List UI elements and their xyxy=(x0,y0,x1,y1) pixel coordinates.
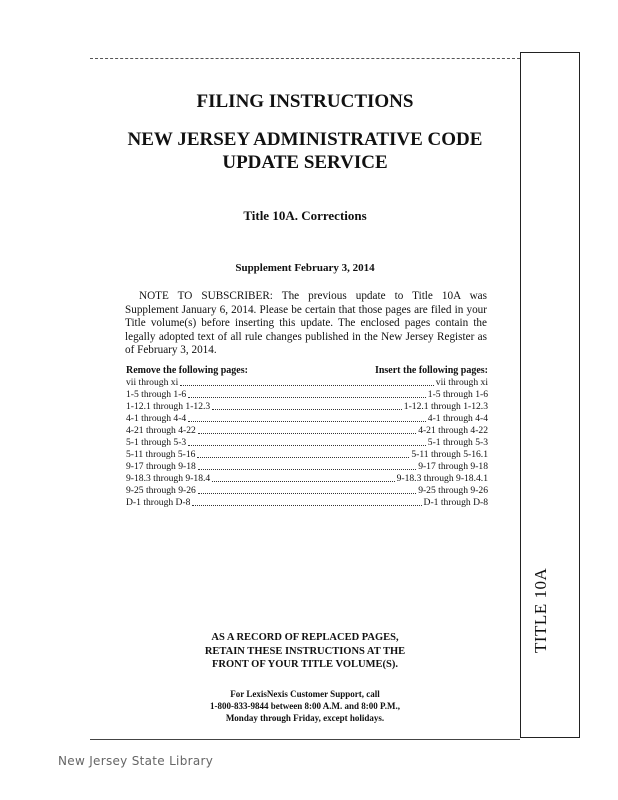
insert-pages: 5-1 through 5-3 xyxy=(427,437,488,448)
remove-pages: 9-18.3 through 9-18.4 xyxy=(126,473,211,484)
dot-leader xyxy=(188,389,426,398)
dot-leader xyxy=(197,449,409,458)
table-row xyxy=(126,425,488,437)
remove-pages: 1-12.1 through 1-12.3 xyxy=(126,401,211,412)
dot-leader xyxy=(198,425,416,434)
remove-pages: 9-25 through 9-26 xyxy=(126,485,196,496)
insert-pages: 1-12.1 through 1-12.3 xyxy=(403,401,488,412)
remove-pages: D-1 through D-8 xyxy=(126,497,191,508)
remove-pages: 4-1 through 4-4 xyxy=(126,413,187,424)
record-line2: RETAIN THESE INSTRUCTIONS AT THE xyxy=(204,645,406,657)
record-line1: AS A RECORD OF REPLACED PAGES, xyxy=(211,632,399,643)
remove-header: Remove the following pages: xyxy=(126,365,248,376)
page-replacement-list xyxy=(126,365,488,509)
table-row xyxy=(126,389,488,401)
code-heading-line1: NEW JERSEY ADMINISTRATIVE CODE xyxy=(127,129,483,150)
support-line2: 1-800-833-9844 between 8:00 A.M. and 8:00 P.M., xyxy=(210,701,400,711)
dot-leader xyxy=(188,413,426,422)
remove-pages: 5-11 through 5-16 xyxy=(126,449,196,460)
table-row xyxy=(126,401,488,413)
document-body xyxy=(90,58,520,738)
library-stamp: New Jersey State Library xyxy=(58,754,214,768)
insert-pages: 1-5 through 1-6 xyxy=(427,389,488,400)
side-title-column xyxy=(520,52,580,738)
insert-pages: 5-11 through 5-16.1 xyxy=(411,449,488,460)
table-row xyxy=(126,377,488,389)
page-list-header xyxy=(126,365,488,377)
insert-pages: 9-18.3 through 9-18.4.1 xyxy=(396,473,488,484)
table-row xyxy=(126,413,488,425)
remove-pages: 5-1 through 5-3 xyxy=(126,437,187,448)
code-heading-line2: UPDATE SERVICE xyxy=(222,152,388,173)
table-row xyxy=(126,473,488,485)
table-row xyxy=(126,437,488,449)
record-instruction xyxy=(90,631,520,672)
dot-leader xyxy=(198,461,416,470)
insert-pages: vii through xi xyxy=(435,377,488,388)
dot-leader xyxy=(198,485,416,494)
dot-leader xyxy=(188,437,426,446)
remove-pages: 4-21 through 4-22 xyxy=(126,425,196,436)
record-line3: FRONT OF YOUR TITLE VOLUME(S). xyxy=(212,659,398,670)
table-row xyxy=(126,461,488,473)
dot-leader xyxy=(180,377,434,386)
remove-pages: 1-5 through 1-6 xyxy=(126,389,187,400)
customer-support xyxy=(90,688,520,724)
subscriber-note xyxy=(125,290,487,358)
dot-leader xyxy=(192,497,421,506)
remove-pages: 9-17 through 9-18 xyxy=(126,461,196,472)
insert-pages: 9-25 through 9-26 xyxy=(418,485,488,496)
dot-leader xyxy=(212,473,394,482)
table-row xyxy=(126,497,488,509)
support-line1: For LexisNexis Customer Support, call xyxy=(230,689,380,699)
subscriber-note-text: NOTE TO SUBSCRIBER: The previous update to Title 10A was Supplement January 6, 2014. Please be certain that those pages are filed in your Title volume(s) before inserting this update. The enclosed pages contain the legally adopted text of all rule changes published in the New Jersey Register as of February 3, 2014. xyxy=(125,290,487,356)
support-line3: Monday through Friday, except holidays. xyxy=(225,713,385,723)
page-rows xyxy=(126,377,488,509)
dot-leader xyxy=(212,401,402,410)
code-heading xyxy=(90,128,520,174)
insert-pages: 9-17 through 9-18 xyxy=(418,461,488,472)
insert-pages: D-1 through D-8 xyxy=(423,497,488,508)
side-title: TITLE 10A xyxy=(531,567,550,653)
table-row xyxy=(126,449,488,461)
insert-header: Insert the following pages: xyxy=(374,365,488,376)
supplement-date: Supplement February 3, 2014 xyxy=(235,262,375,274)
insert-pages: 4-21 through 4-22 xyxy=(418,425,488,436)
remove-pages: vii through xi xyxy=(126,377,179,388)
table-row xyxy=(126,485,488,497)
insert-pages: 4-1 through 4-4 xyxy=(427,413,488,424)
title-label: Title 10A. Corrections xyxy=(243,208,367,223)
filing-instructions-heading: FILING INSTRUCTIONS xyxy=(196,91,414,112)
